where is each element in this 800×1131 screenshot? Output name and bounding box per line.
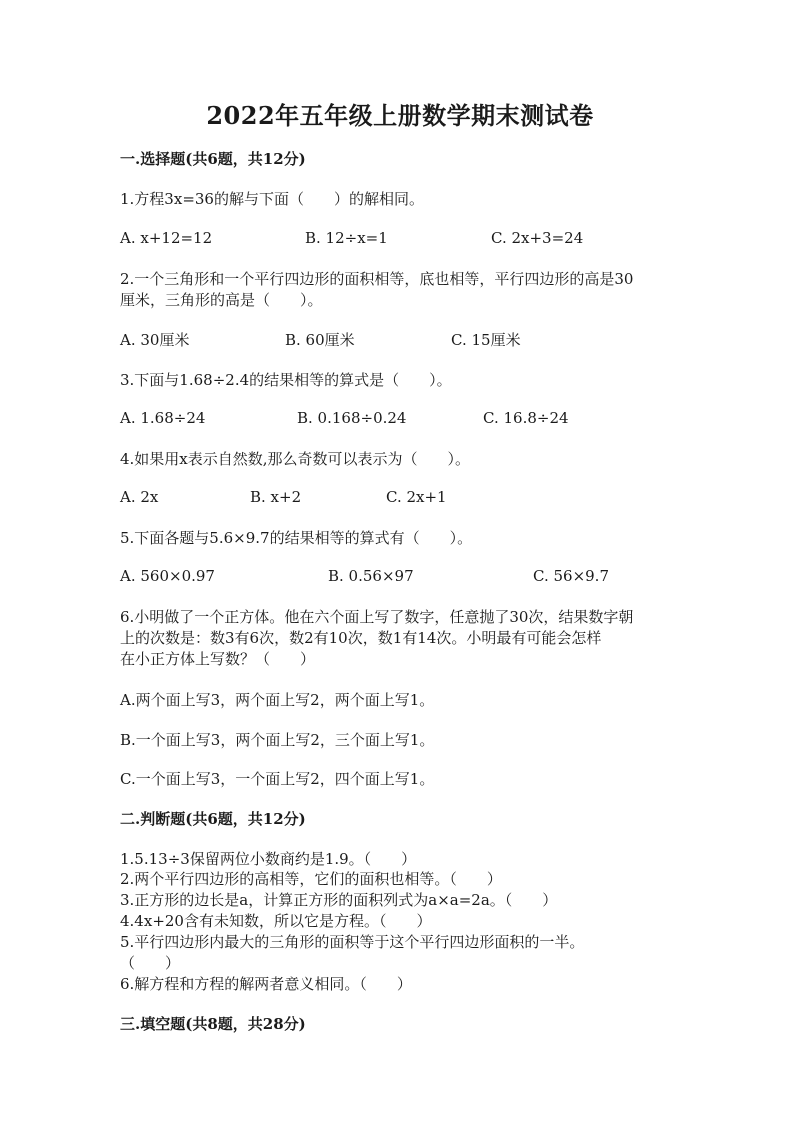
question-6-option-c: C.一个面上写3，一个面上写2，四个面上写1。 [120,770,435,788]
judge-item-6: 6.解方程和方程的解两者意义相同。（ ） [120,975,412,993]
judge-item-5-line-1: 5.平行四边形内最大的三角形的面积等于这个平行四边形面积的一半。 [120,933,585,951]
question-1-option-c: C. 2x+3=24 [491,229,584,247]
question-1-option-a: A. x+12=12 [120,229,213,247]
judge-item-1: 1.5.13÷3保留两位小数商约是1.9。（ ） [120,850,417,868]
question-3-option-c: C. 16.8÷24 [483,409,569,427]
section-heading-choice: 一.选择题(共6题，共12分) [120,150,306,168]
section-heading-fill: 三.填空题(共8题，共28分) [120,1015,306,1033]
question-2-text-line-1: 2.一个三角形和一个平行四边形的面积相等，底也相等，平行四边形的高是30 [120,270,634,288]
question-2-text-line-2: 厘米，三角形的高是（ ）。 [120,291,323,309]
question-4-option-a: A. 2x [120,488,159,506]
question-1-option-b: B. 12÷x=1 [305,229,388,247]
question-1-text: 1.方程3x=36的解与下面（ ）的解相同。 [120,190,424,208]
judge-item-2: 2.两个平行四边形的高相等，它们的面积也相等。（ ） [120,870,502,888]
page-title: 2022年五年级上册数学期末测试卷 [206,101,594,130]
question-4-option-c: C. 2x+1 [386,488,447,506]
question-6-text-line-1: 6.小明做了一个正方体。他在六个面上写了数字，任意抛了30次，结果数字朝 [120,608,634,626]
judge-item-4: 4.4x+20含有未知数，所以它是方程。（ ） [120,912,432,930]
question-5-option-b: B. 0.56×97 [328,567,414,585]
question-3-text: 3.下面与1.68÷2.4的结果相等的算式是（ ）。 [120,371,452,389]
question-5-option-a: A. 560×0.97 [120,567,215,585]
question-6-text-line-2: 上的次数是：数3有6次，数2有10次，数1有14次。小明最有可能会怎样 [120,629,602,647]
question-2-option-a: A. 30厘米 [120,331,190,349]
question-2-option-c: C. 15厘米 [451,331,521,349]
section-heading-judge: 二.判断题(共6题，共12分) [120,810,306,828]
question-4-text: 4.如果用x表示自然数,那么奇数可以表示为（ ）。 [120,450,471,468]
question-6-text-line-3: 在小正方体上写数？（ ） [120,650,316,668]
judge-item-5-line-2: （ ） [120,954,181,972]
question-6-option-a: A.两个面上写3，两个面上写2，两个面上写1。 [120,691,435,709]
question-6-option-b: B.一个面上写3，两个面上写2，三个面上写1。 [120,731,435,749]
question-3-option-a: A. 1.68÷24 [120,409,206,427]
question-5-text: 5.下面各题与5.6×9.7的结果相等的算式有（ ）。 [120,529,473,547]
question-3-option-b: B. 0.168÷0.24 [297,409,407,427]
question-5-option-c: C. 56×9.7 [533,567,609,585]
question-2-option-b: B. 60厘米 [285,331,355,349]
judge-item-3: 3.正方形的边长是a，计算正方形的面积列式为a×a=2a。（ ） [120,891,558,909]
question-4-option-b: B. x+2 [250,488,302,506]
